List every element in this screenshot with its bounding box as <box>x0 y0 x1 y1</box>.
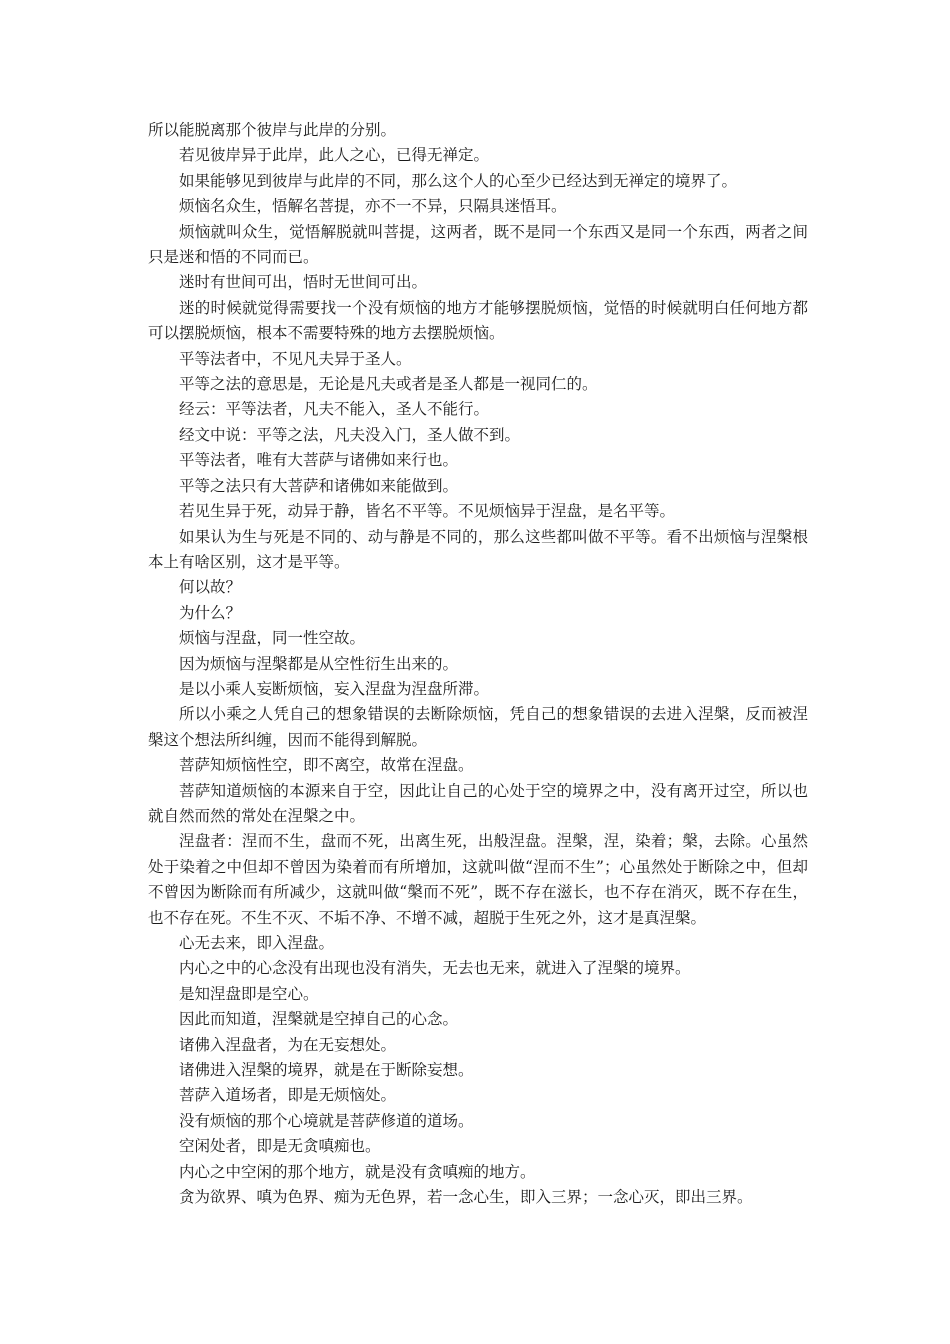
paragraph: 平等法者，唯有大菩萨与诸佛如来行也。 <box>179 451 459 470</box>
paragraph: 何以故？ <box>179 578 242 597</box>
paragraph: 诸佛进入涅槃的境界，就是在于断除妄想。 <box>179 1061 474 1080</box>
paragraph: 菩萨知烦恼性空，即不离空，故常在涅盘。 <box>179 756 474 775</box>
paragraph: 没有烦恼的那个心境就是菩萨修道的道场。 <box>179 1111 474 1130</box>
paragraph: 心无去来，即入涅盘。 <box>179 934 335 952</box>
document-page <box>148 118 808 1210</box>
paragraph: 平等之法的意思是，无论是凡夫或者是圣人都是一视同仁的。 <box>179 375 598 394</box>
paragraph: 是以小乘人妄断烦恼，妄入涅盘为涅盘所滞。 <box>179 679 490 698</box>
paragraph: 空闲处者，即是无贪嗔痴也。 <box>179 1137 381 1156</box>
paragraph: 贪为欲界、嗔为色界、痴为无色界，若一念心生，即入三界；一念心灭，即出三界。 <box>179 1188 753 1207</box>
paragraph: 若见彼岸异于此岸，此人之心，已得无禅定。 <box>179 146 490 165</box>
paragraph: 为什么？ <box>179 603 242 622</box>
paragraph: 如果认为生与死是不同的、动与静是不同的，那么这些都叫做不平等。看不出烦恼与涅槃根本上有啥区别，这才是平等。 <box>148 527 808 571</box>
paragraph: 迷时有世间可出，悟时无世间可出。 <box>179 273 428 292</box>
paragraph: 诸佛入涅盘者，为在无妄想处。 <box>179 1035 397 1054</box>
paragraph: 烦恼就叫众生，觉悟解脱就叫菩提，这两者，既不是同一个东西又是同一个东西，两者之间只是迷和悟的不同而已。 <box>148 222 808 267</box>
paragraph: 所以小乘之人凭自己的想象错误的去断除烦恼，凭自己的想象错误的去进入涅槃，反而被涅槃这个想法所纠缠，因而不能得到解脱。 <box>148 705 808 749</box>
paragraph: 因为烦恼与涅槃都是从空性衍生出来的。 <box>179 654 459 673</box>
paragraph: 如果能够见到彼岸与此岸的不同，那么这个人的心至少已经达到无禅定的境界了。 <box>179 171 738 190</box>
paragraph: 涅盘者：涅而不生，盘而不死，出离生死，出般涅盘。涅槃，涅，染着；槃，去除。心虽然处于染着之中但却不曾因为染着而有所增加，这就叫做“涅而不生”；心虽然处于断除之中，但却不曾因为断除而有所减少，这就叫做“槃而不死”，既不存在滋长，也不存在消灭，既不存在生，也不存在死。不生不灭、不垢不净、不增不减，超脱于生死之外，这才是真涅槃。 <box>148 832 808 927</box>
paragraph: 经文中说：平等之法，凡夫没入门，圣人做不到。 <box>179 425 521 444</box>
paragraph: 因此而知道，涅槃就是空掉自己的心念。 <box>179 1010 459 1029</box>
paragraph: 菩萨知道烦恼的本源来自于空，因此让自己的心处于空的境界之中，没有离开过空，所以也就自然而然的常处在涅槃之中。 <box>148 781 808 825</box>
paragraph: 烦恼名众生，悟解名菩提，亦不一不异，只隔具迷悟耳。 <box>179 197 567 216</box>
paragraph: 经云：平等法者，凡夫不能入，圣人不能行。 <box>179 400 490 419</box>
paragraph: 内心之中的心念没有出现也没有消失，无去也无来，就进入了涅槃的境界。 <box>179 959 691 978</box>
paragraph: 菩萨入道场者，即是无烦恼处。 <box>179 1086 397 1105</box>
paragraph: 平等之法只有大菩萨和诸佛如来能做到。 <box>179 476 459 495</box>
paragraph: 所以能脱离那个彼岸与此岸的分别。 <box>148 121 397 139</box>
paragraph: 是知涅盘即是空心。 <box>179 984 319 1003</box>
paragraph: 迷的时候就觉得需要找一个没有烦恼的地方才能够摆脱烦恼，觉悟的时候就明白任何地方都可以摆脱烦恼，根本不需要特殊的地方去摆脱烦恼。 <box>148 298 808 343</box>
paragraph: 内心之中空闲的那个地方，就是没有贪嗔痴的地方。 <box>179 1162 536 1181</box>
paragraph: 烦恼与涅盘，同一性空故。 <box>179 629 366 648</box>
paragraph: 若见生异于死，动异于静，皆名不平等。不见烦恼异于涅盘，是名平等。 <box>179 502 676 521</box>
paragraph: 平等法者中，不见凡夫异于圣人。 <box>179 349 412 368</box>
